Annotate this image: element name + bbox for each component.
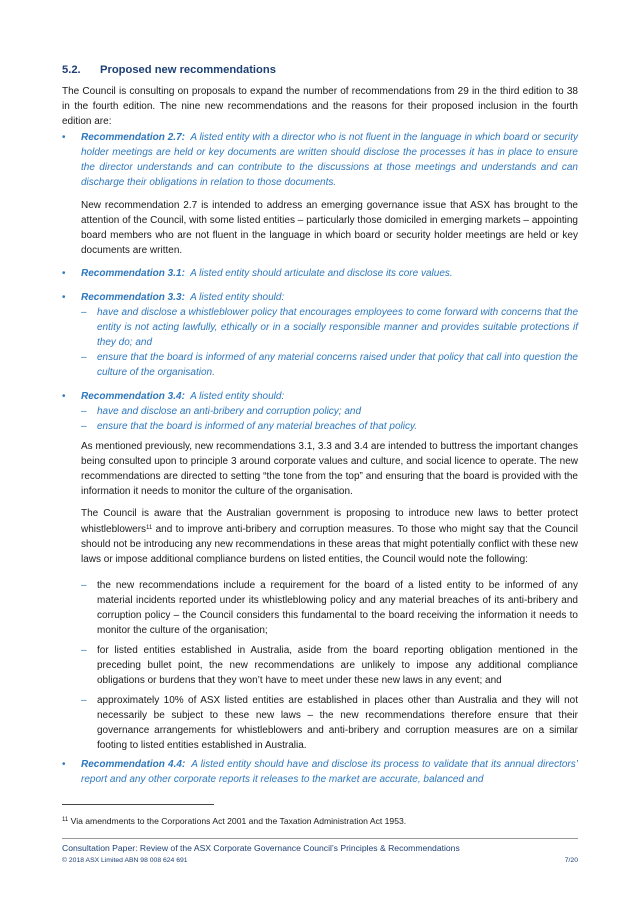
section-heading bbox=[62, 64, 276, 76]
dash-icon: – bbox=[81, 421, 87, 432]
rec-label: Recommendation 2.7: bbox=[81, 132, 185, 143]
intro-paragraph: The Council is consulting on proposals to expand the number of recommendations from 29 in the third edition to 38 in the fourth edition. The nine new recommendations and the reasons for their proposed inclusion in the fourth edition are: bbox=[62, 86, 578, 127]
rec-label: Recommendation 3.4: bbox=[81, 391, 185, 402]
dash-icon: – bbox=[81, 307, 87, 318]
culture-paragraph: As mentioned previously, new recommendations 3.1, 3.3 and 3.4 are intended to buttress the important changes being consulted upon to principle 3 around corporate values and culture, and social licence to operate. The new recommendations are directed to setting “the tone from the top” and ensuring that the board is provided with the information it needs to monitor the culture of the organisation. bbox=[81, 441, 578, 497]
bullet-icon: • bbox=[62, 132, 66, 143]
rec-text: A listed entity should articulate and disclose its core values. bbox=[190, 268, 453, 279]
rec-text: A listed entity should have and disclose its process to validate that its annual directors’ report and any other corporate reports it releases to the market are accurate, balanced and bbox=[81, 759, 578, 785]
bullet-icon: • bbox=[62, 759, 66, 770]
recommendation-4-4 bbox=[81, 757, 578, 787]
page-number: 7/20 bbox=[564, 857, 578, 864]
rec-text: A listed entity should: bbox=[190, 391, 285, 402]
bullet-icon: • bbox=[62, 292, 66, 303]
footer-divider bbox=[62, 838, 578, 839]
bullet-icon: • bbox=[62, 268, 66, 279]
dash-icon: – bbox=[81, 406, 87, 417]
rec-item-text: ensure that the board is informed of any material concerns raised under that policy that call into question the culture of the organisation. bbox=[97, 352, 578, 378]
footnote-number: 11 bbox=[62, 817, 69, 823]
note-text: the new recommendations include a requirement for the board of a listed entity to be informed of any material incidents reported under its whistleblowing policy and any material breaches of its anti-bribery and corruption policy – the Council considers this fundamental to the board receiving the information it needs to monitor the culture of the organisation; bbox=[97, 580, 578, 636]
recommendation-3-3 bbox=[81, 290, 578, 305]
bullet-icon: • bbox=[62, 391, 66, 402]
rec-item-text: have and disclose a whistleblower policy that encourages employees to come forward with concerns that the entity is not acting lawfully, ethically or in a socially responsible manner and provides suitable protections if they do; and bbox=[97, 307, 578, 348]
dash-icon: – bbox=[81, 580, 87, 591]
rec-label: Recommendation 3.1: bbox=[81, 268, 185, 279]
section-number: 5.2. bbox=[62, 64, 81, 76]
recommendation-3-4 bbox=[81, 389, 578, 404]
dash-icon: – bbox=[81, 352, 87, 363]
whistleblower-paragraph bbox=[81, 506, 578, 567]
footer-title: Consultation Paper: Review of the ASX Corporate Governance Council’s Principles & Recommendations bbox=[62, 843, 460, 853]
footnote-ref[interactable]: 11 bbox=[146, 525, 153, 531]
rec-text: A listed entity with a director who is not fluent in the language in which board or security holder meetings are held or key documents are written should disclose the processes it has in place to ensure the director understands and can contribute to the discussions at those meetings and understands and can discharge their obligations in relation to those documents. bbox=[81, 132, 578, 188]
section-title: Proposed new recommendations bbox=[100, 64, 276, 76]
recommendation-3-1 bbox=[81, 266, 578, 281]
note-text: approximately 10% of ASX listed entities are established in places other than Australia and they will not necessarily be subject to these new laws – the new recommendations therefore ensure that their governance arrangements for whistleblowers and anti-bribery and corruption measures are on a similar footing to listed entities established in Australia. bbox=[97, 695, 578, 751]
footnote-text: Via amendments to the Corporations Act 2001 and the Taxation Administration Act 1953. bbox=[68, 816, 407, 826]
dash-icon: – bbox=[81, 695, 87, 706]
recommendation-2-7 bbox=[81, 130, 578, 190]
footnote bbox=[62, 816, 406, 826]
footer-copyright: © 2018 ASX Limited ABN 98 008 624 691 bbox=[62, 857, 188, 864]
dash-icon: – bbox=[81, 645, 87, 656]
rec-label: Recommendation 4.4: bbox=[81, 759, 186, 770]
para-text-b: and to improve anti-bribery and corruption measures. To those who might say that the Council should not be introducing any new recommendations in these areas that might potentially conflict with these new laws or impose additional compliance burdens on listed entities, the Council would note the following: bbox=[81, 524, 578, 565]
rec-item-text: have and disclose an anti-bribery and corruption policy; and bbox=[97, 406, 362, 417]
para-text-a: The Council is aware that the Australian government is proposing to introduce new laws to better protect whistleblowers bbox=[81, 508, 578, 535]
rec-2-7-explanation: New recommendation 2.7 is intended to address an emerging governance issue that ASX has brought to the attention of the Council, with some listed entities – particularly those domiciled in emerging markets – appointing board members who are not fluent in the language in which board or security holder meetings are held or key documents are written. bbox=[81, 200, 578, 256]
rec-item-text: ensure that the board is informed of any material breaches of that policy. bbox=[97, 421, 417, 432]
footnote-divider bbox=[62, 804, 214, 805]
note-text: for listed entities established in Australia, aside from the board reporting obligation mentioned in the preceding bullet point, the new recommendations are unlikely to impose any additional compliance obligations or burdens that they won’t have to meet under these new laws in any event; and bbox=[97, 645, 578, 686]
rec-label: Recommendation 3.3: bbox=[81, 292, 185, 303]
rec-text: A listed entity should: bbox=[190, 292, 285, 303]
